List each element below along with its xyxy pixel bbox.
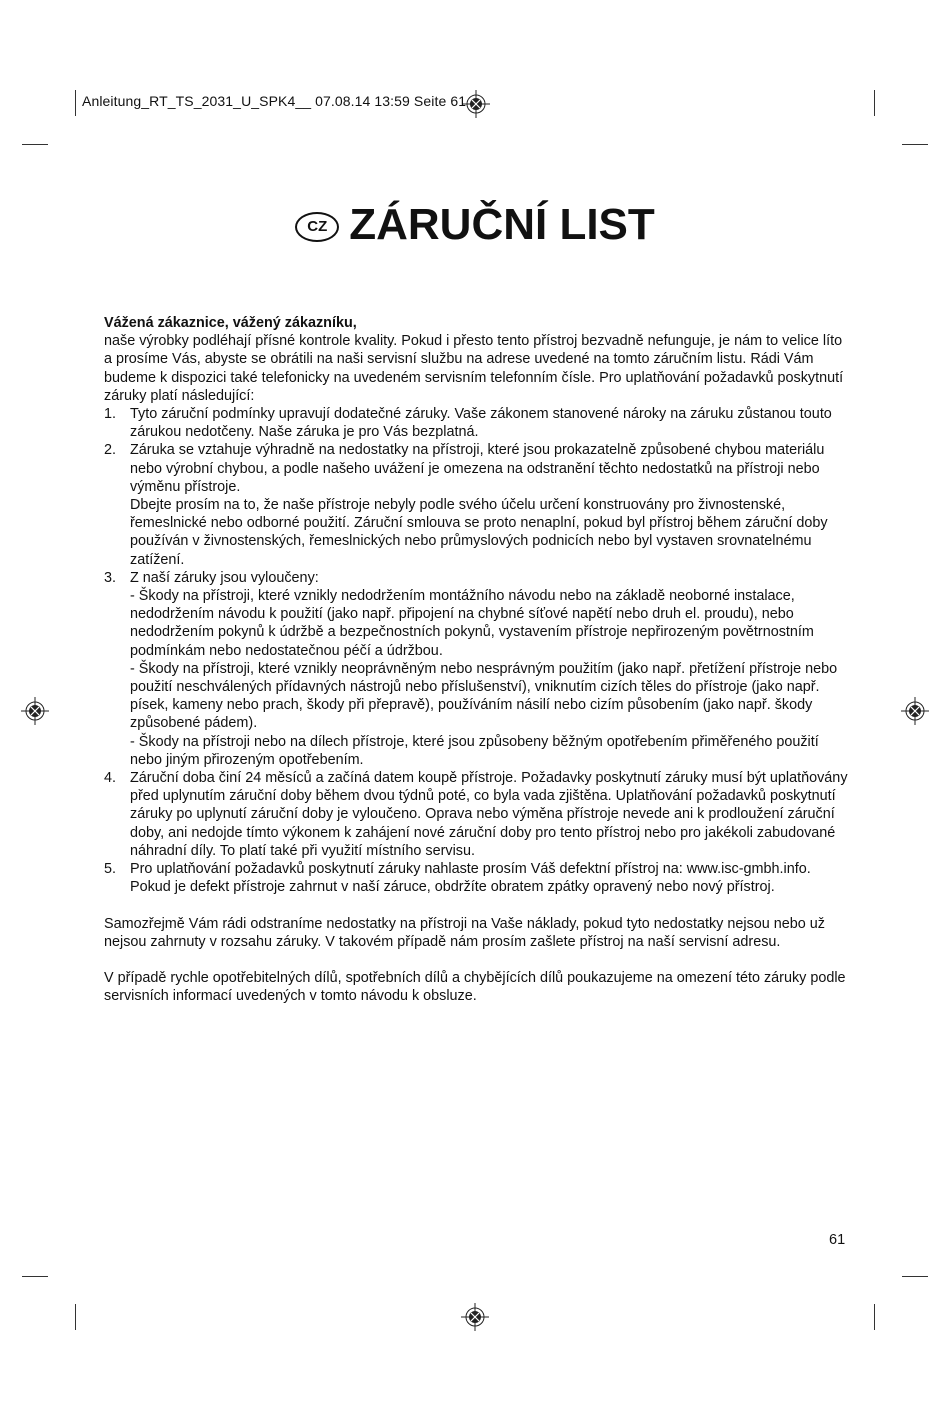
warranty-text [104, 314, 849, 1005]
item-number: 4. [104, 770, 117, 787]
crop-mark-top-left-horizontal [22, 144, 48, 145]
list-item [104, 441, 849, 568]
item-number: 3. [104, 569, 117, 586]
crop-mark-bottom-right-vertical [874, 1304, 875, 1330]
item-text: Z naší záruky jsou vyloučeny: [130, 569, 319, 586]
registration-mark-icon [461, 1303, 489, 1331]
item-text: Záruka se vztahuje výhradně na nedostatky na přístroji, které jsou prokazatelně způsobené chybou materiálu nebo výrobní chybou, a podle našeho uvážení je omezena na odstranění těchto nedostatků na přístroji nebo výměnu přístroje. [130, 442, 825, 495]
item-text: - Škody na přístroji nebo na dílech přístroje, které jsou způsobeny běžným opotřebením přiměřeného použití nebo jiným přirozeným opotřebením. [130, 733, 819, 768]
registration-mark-icon [462, 90, 490, 118]
language-badge: CZ [295, 212, 339, 242]
list-item [104, 569, 849, 769]
page-title: ZÁRUČNÍ LIST [349, 200, 655, 249]
item-number: 5. [104, 861, 117, 878]
crop-mark-top-left-vertical [75, 90, 76, 116]
closing-paragraph: V případě rychle opotřebitelných dílů, spotřebních dílů a chybějících dílů poukazujeme na omezení této záruky podle servisních informací uvedených v tomto návodu k obsluze. [104, 969, 846, 1005]
item-text: - Škody na přístroji, které vznikly neoprávněným nebo nesprávným použitím (jako např. přetížení přístroje nebo použití neschválených přídavných nástrojů nebo příslušenství), vniknutím cizích těles do přístroje (jako např. písek, kameny nebo prach, škody při přepravě), používáním násilí nebo cizím působením (jako např. škody způsobené pádem). [130, 660, 838, 732]
registration-mark-icon [901, 697, 929, 725]
item-number: 2. [104, 442, 117, 459]
intro-paragraph: naše výrobky podléhají přísné kontrole kvality. Pokud i přesto tento přístroj bezvadně nefunguje, je nám to velice líto a prosíme Vás, abyste se obrátili na naši servisní službu na adrese uvedené na tomto záručním listu. Rádi Vám budeme k dispozici také telefonicky na uvedeném servisním telefonním čísle. Pro uplatňování požadavků poskytnutí záruky platí následující: [104, 333, 844, 404]
salutation: Vážená zákaznice, vážený zákazníku, [104, 315, 357, 331]
registration-mark-icon [21, 697, 49, 725]
item-number: 1. [104, 406, 117, 423]
list-item [104, 405, 849, 441]
closing-paragraph: Samozřejmě Vám rádi odstraníme nedostatky na přístroji na Vaše náklady, pokud tyto nedostatky nejsou nebo už nejsou zahrnuty v rozsahu záruky. V takovém případě nám prosím zašlete přístroj na naší servisní adresu. [104, 915, 825, 950]
item-text: Dbejte prosím na to, že naše přístroje nebyly podle svého účelu určení konstruovány pro živnostenské, řemeslnické nebo odborné použití. Záruční smlouva se proto nenaplní, pokud byl přístroj během záruční doby používán v živnostenských, řemeslnických nebo průmyslových podnicích nebo byl vystaven srovnatelnému zatížení. [130, 497, 828, 568]
crop-mark-bottom-left-horizontal [22, 1276, 48, 1277]
page-heading [0, 200, 950, 250]
item-text: Tyto záruční podmínky upravují dodatečné záruky. Vaše zákonem stanovené nároky na záruku zůstanou touto zárukou nedotčeny. Naše záruka je pro Vás bezplatná. [130, 406, 832, 441]
item-text: - Škody na přístroji, které vznikly nedodržením montážního návodu nebo na základě neoborné instalace, nedodržením návodu k použití (jako např. připojení na chybné síťové napětí nebo druh el. proudu), nebo nedodržením pokynů k údržbě a bezpečnostních pokynů, vystavením přístroje nepřirozeným povětrnostním podmínkám nebo nedostatečnou péčí a údržbou. [130, 588, 814, 659]
crop-mark-top-right-horizontal [902, 144, 928, 145]
item-text: Záruční doba činí 24 měsíců a začíná datem koupě přístroje. Požadavky poskytnutí záruky musí být uplatňovány před uplynutím záruční doby během dvou týdnů poté, co byla vada zjištěna. Uplatňování požadavků poskytnutí záruky po uplynutí záruční doby je vyloučeno. Oprava nebo výměna přístroje nevede ani k prodloužení záruční doby, ani nedojde tímto výkonem k zahájení nové záruční doby pro tento přístroj nebo pro jakékoli zabudované náhradní díly. To platí také při využití místního servisu. [130, 770, 848, 859]
page-number: 61 [829, 1232, 846, 1248]
crop-mark-top-right-vertical [874, 90, 875, 116]
print-slug: Anleitung_RT_TS_2031_U_SPK4__ 07.08.14 13:59 Seite 61 [82, 93, 467, 109]
crop-mark-bottom-right-horizontal [902, 1276, 928, 1277]
list-item [104, 769, 849, 860]
list-item [104, 860, 849, 896]
item-text: Pro uplatňování požadavků poskytnutí záruky nahlaste prosím Váš defektní přístroj na: www.isc-gmbh.info. Pokud je defekt přístroje zahrnut v naší záruce, obdržíte obratem zpátky opravený nebo nový přístroj. [130, 861, 811, 896]
warranty-conditions-list [104, 405, 849, 896]
crop-mark-bottom-left-vertical [75, 1304, 76, 1330]
